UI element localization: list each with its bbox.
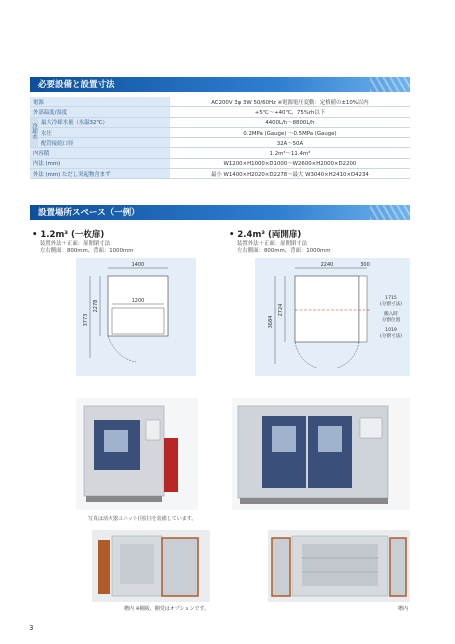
header-stripe-decoration <box>370 205 410 220</box>
left-layout-drawing <box>76 258 196 376</box>
table-row <box>30 158 410 168</box>
row-label: 水圧 <box>38 127 170 137</box>
table-row <box>30 138 410 148</box>
water-group-text: 冷却水 <box>31 123 37 140</box>
photo-caption-left: 写真は消火器ユニット(別注)を装備しています。 <box>88 516 197 522</box>
row-value: 1.2m³〜11.4m³ <box>170 148 410 158</box>
dim-side-1-sub: (分割寸法) <box>380 302 402 307</box>
row-label: 外法 (mm) ただし突起物含まず <box>30 169 170 179</box>
right-note-2: 左右側面：800mm、背面：1000mm <box>237 248 331 254</box>
interior-caption-right: 槽内 <box>398 606 409 612</box>
dim-side-1: 1715 <box>385 296 397 301</box>
header-stripe-decoration <box>370 77 410 92</box>
interior-caption-left: 槽内 ※棚板、棚受はオプションです。 <box>124 606 209 612</box>
chamber-photo-single-door <box>76 398 198 510</box>
split-label-2: 分割位置 <box>381 318 401 323</box>
dim-height-outer: 3684 <box>268 315 274 329</box>
chamber-side-unit <box>359 276 367 342</box>
table-row <box>30 148 410 158</box>
dim-height-inner: 2278 <box>93 299 99 313</box>
row-label: 内法 (mm) <box>30 158 170 168</box>
section-header-equipment <box>30 77 410 92</box>
row-value: W1200×H1000×D1000〜W2600×H2000×D2200 <box>170 158 410 168</box>
page-number: 3 <box>29 624 34 632</box>
table-row <box>30 97 410 107</box>
section-header-space <box>30 205 410 220</box>
split-label-1: 搬入時 <box>384 312 398 317</box>
row-value: 4400L/h〜8800L/h <box>170 117 410 127</box>
left-heading: • 1.2m³ (一枚扉) <box>32 230 105 240</box>
table-row <box>30 169 410 179</box>
interior-photo-left <box>92 530 210 602</box>
row-value: AC200V 3φ 3W 50/60Hz ※電源電圧変動：定格値の±10%以内 <box>170 97 410 107</box>
row-label: 外部温度/湿度 <box>30 107 170 117</box>
section-title: 必要設備と設置寸法 <box>38 80 115 90</box>
right-layout-drawing <box>255 258 410 376</box>
dim-top-width: 1400 <box>131 262 145 268</box>
left-note-1: 装置外法＋正面：扉開閉寸法 <box>40 241 111 247</box>
dim-top-right: 300 <box>360 262 370 268</box>
dim-side-3: 1019 <box>385 328 397 333</box>
section-title: 設置場所スペース（一例） <box>38 208 140 218</box>
row-value: 最小 W1400×H2020×D2278〜最大 W3040×H2410×D4234 <box>170 169 410 179</box>
dim-inner-width: 1200 <box>131 298 145 304</box>
right-heading: • 2.4m³ (両開扉) <box>229 230 302 240</box>
row-value: 0.2MPa (Gauge) 〜0.5MPa (Gauge) <box>170 127 410 137</box>
chamber-outline <box>295 276 359 342</box>
dim-height-inner: 2724 <box>278 303 284 317</box>
row-label: 電源 <box>30 97 170 107</box>
row-value: 32A〜50A <box>170 138 410 148</box>
table-row <box>30 117 410 127</box>
row-label: 最大冷却水量（水温32℃） <box>38 117 170 127</box>
chamber-outline <box>108 276 168 336</box>
dim-top-width: 2240 <box>320 262 334 268</box>
spec-table <box>30 97 410 179</box>
chamber-photo-double-door <box>232 398 410 510</box>
row-label: 内容積 <box>30 148 170 158</box>
left-note-2: 左右側面：800mm、背面：1000mm <box>40 248 134 254</box>
dim-height-outer: 3773 <box>83 313 89 327</box>
dim-side-3-sub: (分割寸法) <box>380 334 402 339</box>
interior-photo-right <box>268 530 410 602</box>
table-row <box>30 127 410 137</box>
right-note-1: 装置外法＋正面：扉開閉寸法 <box>237 241 308 247</box>
row-label: 配管接続口径 <box>38 138 170 148</box>
row-value: +5℃〜+40℃、75%rh以下 <box>170 107 410 117</box>
table-row <box>30 107 410 117</box>
water-group-label <box>30 117 38 148</box>
